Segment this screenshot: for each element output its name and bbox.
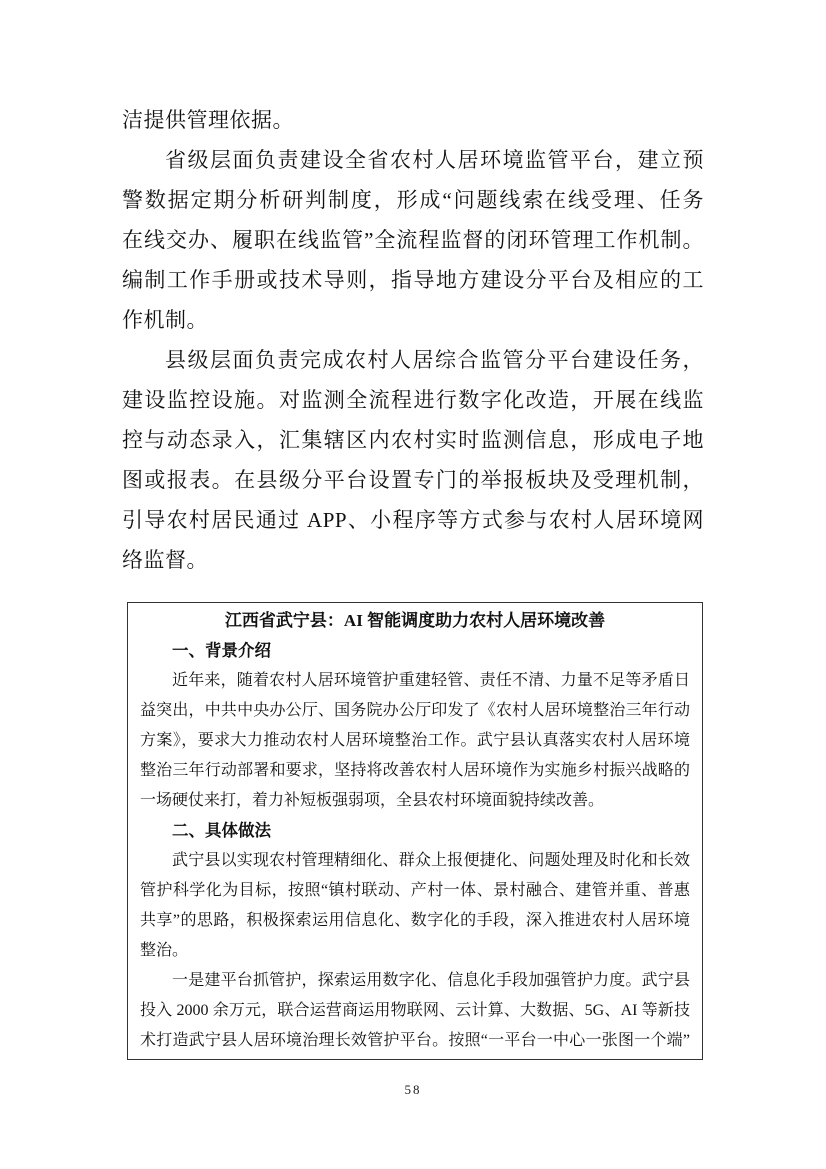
case-box-line: 近年来，随着农村人居环境管护重建轻管、责任不清、力量不足等矛盾日: [172, 672, 690, 689]
case-study-box: [127, 602, 703, 1060]
case-box-section-heading: 二、具体做法: [172, 821, 271, 840]
body-line: 图或报表。在县级分平台设置专门的举报板块及受理机制，: [122, 468, 704, 492]
body-line: 在线交办、履职在线监管”全流程监督的闭环管理工作机制。: [122, 228, 704, 252]
case-box-line: 投入 2000 余万元，联合运营商运用物联网、云计算、大数据、5G、AI 等新技: [140, 1002, 690, 1019]
case-box-line: 一场硬仗来打，着力补短板强弱项，全县农村环境面貌持续改善。: [140, 792, 605, 809]
case-box-line: 益突出，中共中央办公厅、国务院办公厅印发了《农村人居环境整治三年行动: [140, 702, 690, 719]
case-box-line: 整治三年行动部署和要求，坚持将改善农村人居环境作为实施乡村振兴战略的: [140, 762, 690, 779]
case-box-line: 管护科学化为目标，按照“镇村联动、产村一体、景村融合、建管并重、普惠: [140, 882, 690, 899]
body-line: 引导农村居民通过 APP、小程序等方式参与农村人居环境网: [122, 508, 704, 532]
body-line: 控与动态录入，汇集辖区内农村实时监测信息，形成电子地: [122, 428, 704, 452]
case-box-title: 江西省武宁县：AI 智能调度助力农村人居环境改善: [224, 611, 606, 630]
case-box-line: 术打造武宁县人居环境治理长效管护平台。按照“一平台一中心一张图一个端”: [140, 1032, 690, 1049]
case-box-line: 共享”的思路，积极探索运用信息化、数字化的手段，深入推进农村人居环境: [140, 912, 690, 929]
main-text-block: [122, 100, 704, 580]
body-line: 警数据定期分析研判制度，形成“问题线索在线受理、任务: [122, 188, 704, 212]
case-box-section-heading: 一、背景介绍: [172, 641, 271, 660]
case-box-line: 整治。: [140, 942, 189, 959]
body-line: 络监督。: [122, 548, 208, 572]
body-line: 洁提供管理依据。: [122, 108, 294, 132]
case-box-line: 武宁县以实现农村管理精细化、群众上报便捷化、问题处理及时化和长效: [172, 852, 690, 869]
body-line: 县级层面负责完成农村人居综合监管分平台建设任务，: [165, 348, 704, 372]
case-box-line: 方案》，要求大力推动农村人居环境整治工作。武宁县认真落实农村人居环境: [140, 732, 690, 749]
page-number: 58: [404, 1082, 422, 1097]
body-line: 省级层面负责建设全省农村人居环境监管平台，建立预: [165, 148, 704, 172]
case-box-line: 一是建平台抓管护，探索运用数字化、信息化手段加强管护力度。武宁县: [172, 972, 690, 989]
body-line: 建设监控设施。对监测全流程进行数字化改造，开展在线监: [122, 388, 704, 412]
body-line: 作机制。: [122, 308, 208, 332]
body-line: 编制工作手册或技术导则，指导地方建设分平台及相应的工: [122, 268, 704, 292]
